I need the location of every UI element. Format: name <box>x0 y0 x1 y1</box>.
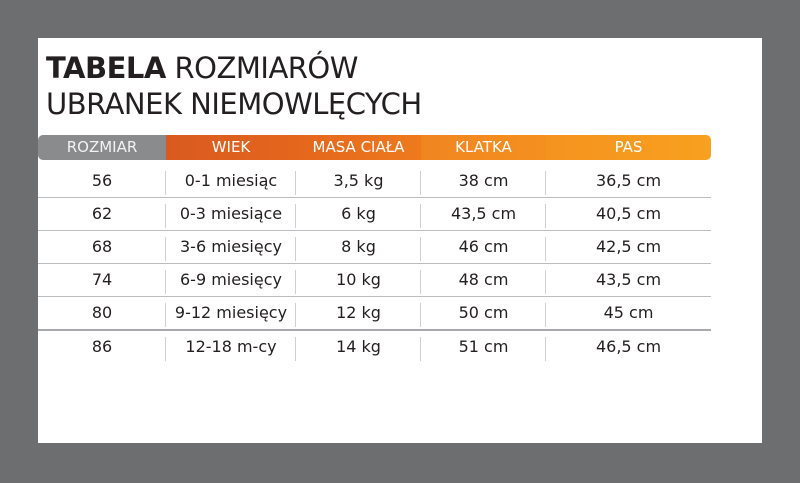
title-line1 <box>46 51 358 85</box>
cell-size: 86 <box>38 331 166 363</box>
cell-waist: 36,5 cm <box>595 171 662 190</box>
table-row <box>38 264 711 297</box>
cell-chest: 50 cm <box>421 297 546 329</box>
cell-waist: 42,5 cm <box>595 237 662 256</box>
cell-waist: 45 cm <box>603 303 654 322</box>
cell-chest: 38 cm <box>421 165 546 197</box>
cell-weight: 8 kg <box>296 231 421 263</box>
cell-age: 0-3 miesiące <box>166 198 296 230</box>
cell-weight: 14 kg <box>296 331 421 363</box>
cell-size: 68 <box>38 231 166 263</box>
table-row <box>38 198 711 231</box>
cell-size: 62 <box>38 198 166 230</box>
cell-weight: 3,5 kg <box>296 165 421 197</box>
header-rozmiar: ROZMIAR <box>38 135 166 160</box>
cell-size: 74 <box>38 264 166 296</box>
cell-weight: 6 kg <box>296 198 421 230</box>
cell-chest: 46 cm <box>421 231 546 263</box>
cell-chest: 48 cm <box>421 264 546 296</box>
cell-weight: 10 kg <box>296 264 421 296</box>
cell-age: 0-1 miesiąc <box>166 165 296 197</box>
title-line2: UBRANEK NIEMOWLĘCYCH <box>46 87 422 121</box>
cell-waist: 40,5 cm <box>595 204 662 223</box>
cell-age: 3-6 miesięcy <box>166 231 296 263</box>
cell-age: 6-9 miesięcy <box>166 264 296 296</box>
header-wiek: WIEK <box>166 135 296 160</box>
table-header <box>38 135 711 160</box>
cell-size: 80 <box>38 297 166 329</box>
header-pas: PAS <box>546 135 711 160</box>
cell-size: 56 <box>38 165 166 197</box>
header-klatka: KLATKA <box>421 135 546 160</box>
cell-age: 9-12 miesięcy <box>166 297 296 329</box>
title-line1-rest: ROZMIARÓW <box>165 51 358 85</box>
header-masa: MASA CIAŁA <box>296 135 421 160</box>
table-row <box>38 297 711 331</box>
cell-age: 12-18 m-cy <box>166 331 296 363</box>
cell-waist: 43,5 cm <box>595 270 662 289</box>
cell-weight: 12 kg <box>296 297 421 329</box>
cell-waist: 46,5 cm <box>595 337 662 356</box>
table-body <box>38 165 711 363</box>
table-row <box>38 331 711 363</box>
table-row <box>38 231 711 264</box>
cell-chest: 43,5 cm <box>421 198 546 230</box>
table-row <box>38 165 711 198</box>
title-bold-word: TABELA <box>46 51 166 85</box>
cell-chest: 51 cm <box>421 331 546 363</box>
page-title <box>46 50 422 122</box>
